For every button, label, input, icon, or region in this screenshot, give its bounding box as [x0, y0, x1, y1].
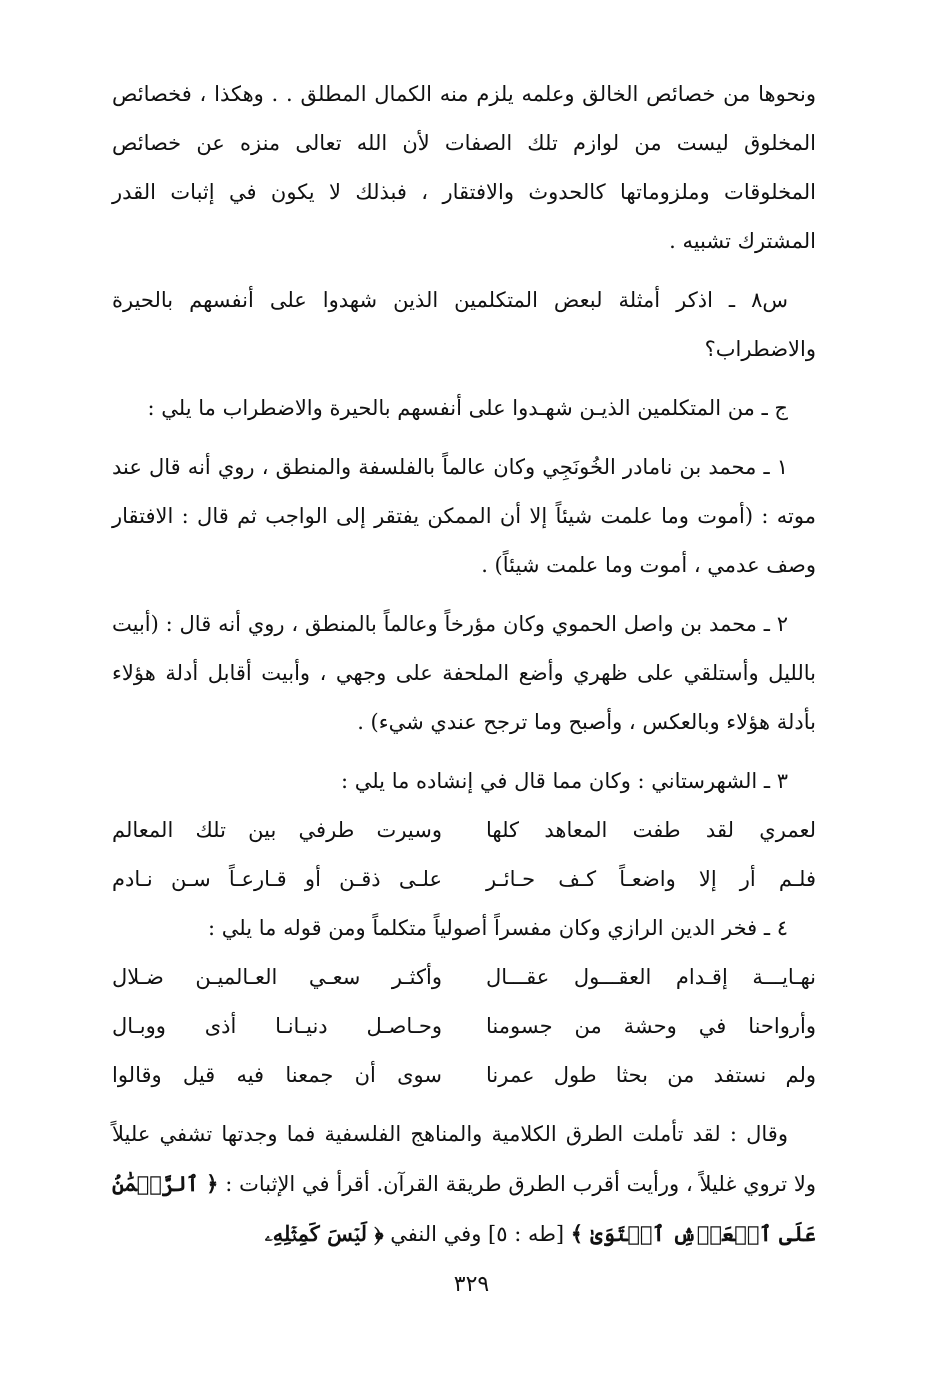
verse-second-hemistich: سوى أن جمعنا فيه قيل وقالوا — [112, 1063, 442, 1087]
quran-verse-istawa: ﴿ ٱلرَّحۡمَٰنُ عَلَى ٱلۡعَرۡشِ ٱسۡتَوَىٰ ﴾ — [112, 1171, 816, 1246]
verse-first-hemistich: وأرواحنا في وحشة من جسومنا — [486, 1014, 816, 1038]
verse-line — [112, 855, 816, 904]
poem-shahrastani — [112, 806, 816, 904]
verse-first-hemistich: نهـايـــة إقـدام العقـــول عقـــال — [486, 965, 816, 989]
negation-label: وفي النفي — [390, 1222, 482, 1246]
razi-quote-text: وقال : لقد تأملت الطرق الكلامية والمناهج الفلسفية فما وجدتها تشفي عليلاً ولا تروي غليلاً ، ورأيت أقرب الطرق طريقة القرآن. أقرأ في الإثبات : — [112, 1122, 816, 1196]
quran-verse-laysa: ﴿ لَيۡسَ كَمِثۡلِهِۦ — [264, 1221, 384, 1246]
item-razi: ٤ ـ فخر الدين الرازي وكان مفسراً أصولياً متكلماً ومن قوله ما يلي : — [208, 916, 788, 940]
verse-first-hemistich: ولم نستفد من بحثا طول عمرنا — [486, 1063, 816, 1087]
item-hamawi: ٢ ـ محمد بن واصل الحموي وكان مؤرخاً وعالماً بالمنطق ، روي أنه قال : (أبيت بالليل وأستلقي على ظهري وأضع الملحفة على وجهي ، وأبيت أقابل أدلة هؤلاء بأدلة هؤلاء وبالعكس ، وأصبح وما ترجح عندي شيء) . — [112, 612, 816, 734]
verse-line — [112, 953, 816, 1002]
verse-second-hemistich: وسيرت طرفي بين تلك المعالم — [112, 818, 442, 842]
verse-line — [112, 806, 816, 855]
poem-razi — [112, 953, 816, 1100]
paragraph-intro: ونحوها من خصائص الخالق وعلمه يلزم منه الكمال المطلق . . وهكذا ، فخصائص المخلوق ليست من لوازم تلك الصفات لأن الله تعالى منزه عن خصائص المخلوقات وملزوماتها كالحدوث والافتقار ، فبذلك لا يكون في إثبات القدر المشترك تشبيه . — [112, 82, 816, 253]
verse-second-hemistich: وحـاصـل دنيـانـا أذى ووبـال — [112, 1014, 442, 1038]
answer-intro: ج ـ من المتكلمين الذيـن شهـدوا على أنفسهم بالحيرة والاضطراب ما يلي : — [147, 396, 788, 420]
verse-second-hemistich: علـى ذقـن أو قـارعـاً سـن نـادم — [112, 867, 442, 891]
item-khunaji: ١ ـ محمد بن نامادر الخُونَجِي وكان عالماً بالفلسفة والمنطق ، روي أنه قال عند موته : (أموت وما علمت شيئاً إلا أن الممكن يفتقر إلى الواجب ثم قال : الافتقار وصف عدمي ، أموت وما علمت شيئاً) . — [112, 455, 816, 577]
question-8: س٨ ـ اذكر أمثلة لبعض المتكلمين الذين شهدوا على أنفسهم بالحيرة والاضطراب؟ — [112, 288, 816, 361]
page-number: ٣٢٩ — [453, 1272, 490, 1297]
item-shahrastani: ٣ ـ الشهرستاني : وكان مما قال في إنشاده ما يلي : — [340, 769, 788, 793]
verse-line — [112, 1051, 816, 1100]
quran-reference: [طه : ٥] — [488, 1222, 565, 1246]
verse-line — [112, 1002, 816, 1051]
page-body — [112, 70, 816, 1259]
verse-first-hemistich: فلـم أر إلا واضعـاً كـف حـائـر — [486, 867, 816, 891]
verse-first-hemistich: لعمري لقد طفت المعاهد كلها — [486, 818, 816, 842]
paragraph-razi-quote — [112, 1110, 816, 1259]
verse-second-hemistich: وأكثـر سعـي العـالميـن ضـلال — [112, 965, 442, 989]
